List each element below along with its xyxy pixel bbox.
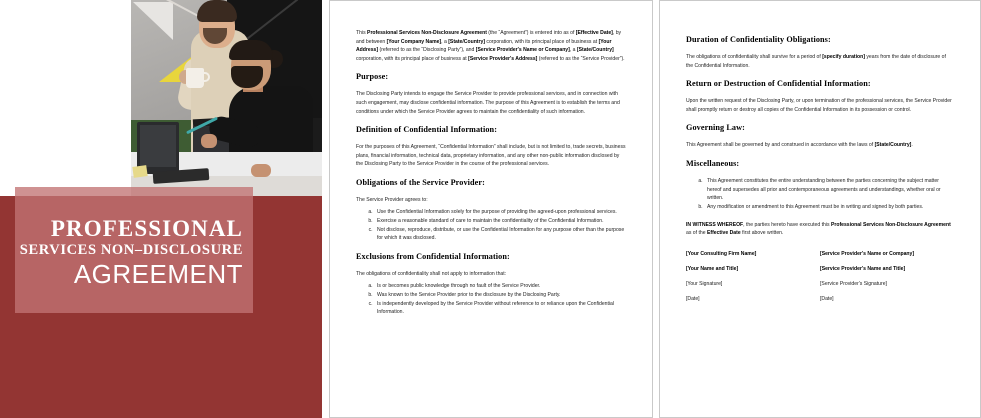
list-item: c. Not disclose, reproduce, distribute, or use the Confidential Information for any purpose other than the purpose for which it was disclosed. [374,226,626,243]
document-page-two[interactable] [329,0,653,418]
section-heading: Miscellaneous: [686,158,740,168]
document-page-three[interactable] [659,0,981,418]
section-lead-in: The obligations of confidentiality shall not apply to information that: [356,270,507,277]
section-heading: Purpose: [356,72,389,82]
list-item: a. Use the Confidential Information solely for the purpose of providing the agreed-upon professional services. [374,208,626,217]
list-item: a. Is or becomes public knowledge through no fault of the Service Provider. [374,282,626,291]
list-item: b. Exercise a reasonable standard of care to maintain the confidentiality of the Confidential Information. [374,217,626,226]
photo-sticky-note [132,165,147,178]
section-body: This Agreement shall be governed by and construed in accordance with the laws of [State/Country]. [686,142,913,149]
cover-title-line-2: SERVICES NON–DISCLOSURE [19,242,243,258]
photo-seated-man-hand-typing [251,164,271,177]
section-heading: Exclusions from Confidential Information: [356,251,510,261]
signature-line: [Service Provider's Name or Company] [820,251,915,258]
signature-line: [Your Signature] [686,281,723,288]
cover-title-block [15,216,253,289]
page-two-sections [356,72,626,317]
section-body: The Disclosing Party intends to engage the Service Provider to provide professional services, and in connection with such engagement, may disclose confidential information. The purpose of this Agreement is to establish the terms and conditions under which the Service Provider agrees to maintain the confidentiality of such information. [356,91,620,115]
signature-column-right [820,250,954,310]
section-list [374,208,626,243]
signature-block [686,250,954,310]
list-item: a. This Agreement constitutes the entire understanding between the parties concerning the subject matter hereof and supersedes all prior and contemporaneous agreements and understandings, whether oral or written. [704,177,954,203]
section-list [374,282,626,317]
list-item: b. Any modification or amendment to this Agreement must be in writing and signed by both parties. [704,203,954,212]
cover-title-line-3: AGREEMENT [73,259,243,289]
photo-seated-man-hair [229,40,273,60]
page-three-sections [686,35,954,212]
signature-line: [Date] [820,296,834,303]
cover-title-line-1: PROFESSIONAL [50,216,243,241]
photo-monitor-screen [140,125,176,167]
signature-line: [Date] [686,296,700,303]
intro-paragraph: This Professional Services Non-Disclosure Agreement (the “Agreement”) is entered into as of [Effective Date], by and between [Your Company Name], a [State/Country] corporation, with its principal place of business at [Your Address] (referred to as the “Disclosing Party”), and [Service Provider's Name or Company], a [State/Country] corporation, with its principal place of business at [Service Provider's Address] (referred to as the “Service Provider”). [356,30,625,62]
signature-column-left [686,250,820,310]
section-heading: Obligations of the Service Provider: [356,177,485,187]
cover-page[interactable] [0,0,322,418]
section-heading: Duration of Confidentiality Obligations: [686,35,831,44]
section-body: Upon the written request of the Disclosing Party, or upon termination of the professional services, the Service Provider shall promptly return or destroy all copies of the Confidential Information in its possession or control. [686,98,952,113]
cover-photo-image [131,0,322,196]
photo-shape-triangle-light [133,2,173,40]
signature-line: [Service Provider's Signature] [820,281,887,288]
signature-line: [Your Name and Title] [686,266,739,273]
list-item: c. Is independently developed by the Service Provider without reference to or reliance upon the Confidential Information. [374,300,626,317]
section-list [704,177,954,212]
section-heading: Definition of Confidential Information: [356,125,498,135]
list-item: b. Was known to the Service Provider prior to the disclosure by the Disclosing Party. [374,291,626,300]
section-body: For the purposes of this Agreement, “Confidential Information” shall include, but is not limited to, trade secrets, business plans, financial information, technical data, proprietary information, and any other non-public information disclosed by the Disclosing Party to the Service Provider in the course of the professional services. [356,144,626,168]
signature-line: [Your Consulting Firm Name] [686,251,757,258]
section-heading: Governing Law: [686,123,745,133]
section-lead-in: The Service Provider agrees to: [356,196,428,203]
witness-paragraph: IN WITNESS WHEREOF, the parties hereto have executed this Professional Services Non-Disclosure Agreement as of the Effective Date first above written. [686,221,951,237]
photo-standing-man-hair [197,0,237,22]
photo-seated-man-hand [201,134,217,148]
section-body: The obligations of confidentiality shall survive for a period of [specify duration] years from the date of disclosure of the Confidential Information. [686,54,946,69]
signature-line: [Service Provider's Name and Title] [820,266,906,273]
section-heading: Return or Destruction of Confidential Information: [686,79,871,89]
